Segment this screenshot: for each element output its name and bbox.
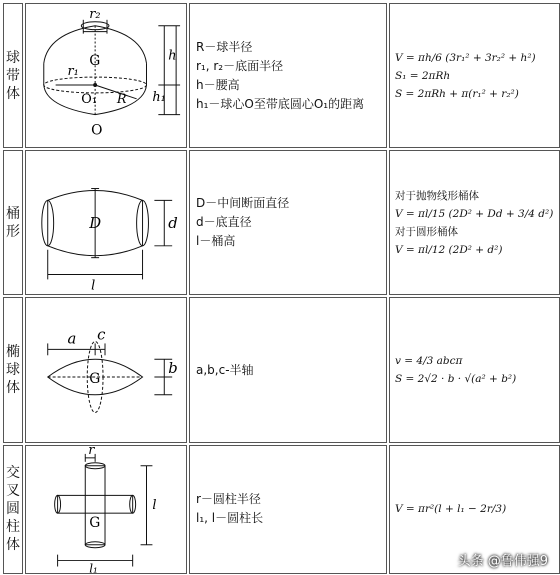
- label-r: r: [88, 445, 95, 458]
- symbol-line: D－中间断面直径: [196, 196, 290, 211]
- table-row-barrel: [3, 150, 560, 295]
- formula-line: v = 4/3 abcπ: [395, 355, 463, 367]
- label-a: a: [67, 330, 77, 348]
- formula-line: V = πl/15 (2D² + Dd + 3/4 d²): [395, 207, 554, 220]
- shape-name-cell: [3, 150, 23, 295]
- label-l1: l₁: [89, 561, 98, 574]
- label-D: D: [89, 215, 102, 233]
- label-d: d: [168, 215, 178, 233]
- label-r2: r₂: [89, 6, 101, 22]
- shape-name-cell: [3, 3, 23, 148]
- symbol-line: l－桶高: [196, 234, 236, 249]
- symbol-line: l₁, l－圆柱长: [196, 511, 264, 526]
- formula-cell: [389, 3, 560, 148]
- formula-line: V = πl/12 (2D² + d²): [395, 243, 503, 256]
- barrel-figure: [26, 151, 186, 294]
- formula-line: V = πh/6 (3r₁² + 3r₂² + h²): [395, 51, 536, 64]
- label-g: G: [89, 53, 101, 70]
- spherical-zone-figure: [26, 4, 186, 147]
- formula-note: 对于圆形桶体: [395, 225, 458, 238]
- label-h: h: [168, 48, 177, 64]
- symbol-line: r－圆柱半径: [196, 492, 261, 507]
- symbols-cell: [189, 150, 387, 295]
- shape-name-char: 球: [6, 49, 20, 66]
- table-row-ellipsoid: [3, 297, 560, 442]
- label-g: G: [89, 371, 101, 388]
- formula-line: S = 2πRh + π(r₁² + r₂²): [395, 87, 519, 100]
- table-row-spherical-zone: [3, 3, 560, 148]
- symbol-line: h－腰高: [196, 77, 240, 92]
- symbol-line: d－底直径: [196, 215, 252, 230]
- label-o: O: [91, 122, 103, 139]
- shape-name-char: 交: [6, 465, 20, 482]
- figure-cell: [25, 3, 187, 148]
- geometry-table-sheet: [1, 1, 558, 573]
- label-o1: O₁: [81, 91, 97, 107]
- symbol-line: R－球半径: [196, 39, 253, 54]
- formula-line: S = 2√2 · b · √(a² + b²): [395, 373, 517, 385]
- label-r: R: [116, 91, 127, 107]
- ellipsoid-figure: [26, 298, 186, 441]
- label-h1: h₁: [152, 89, 166, 105]
- shape-name-char: 体: [6, 537, 20, 554]
- figure-cell: [25, 297, 187, 442]
- shape-name-char: 圆: [6, 501, 20, 518]
- crossed-cylinders-figure: [26, 446, 186, 573]
- figure-cell: [25, 445, 187, 574]
- symbols-cell: [189, 445, 387, 574]
- formula-cell: [389, 297, 560, 442]
- shape-name-char: 柱: [6, 519, 20, 536]
- shape-name-char: 体: [6, 85, 20, 102]
- shape-name-char: 桶: [6, 205, 20, 222]
- shape-name-char: 体: [6, 380, 20, 396]
- shape-name-char: 形: [6, 223, 20, 240]
- shape-name-cell: [3, 445, 23, 574]
- label-g: G: [89, 514, 101, 531]
- formula-cell: [389, 150, 560, 295]
- figure-cell: [25, 150, 187, 295]
- formula-line: V = πr²(l + l₁ − 2r/3): [395, 503, 507, 516]
- shape-name-char: 叉: [6, 483, 20, 500]
- label-c: c: [97, 326, 106, 344]
- label-l: l: [91, 278, 96, 294]
- shape-name-char: 带: [6, 67, 20, 84]
- shape-name-char: 椭: [6, 344, 20, 360]
- symbol-line: h₁－球心O至带底圆心O₁的距离: [196, 96, 365, 111]
- formula-line: S₁ = 2πRh: [395, 69, 451, 82]
- label-r1: r₁: [67, 64, 79, 80]
- shape-name-char: 球: [6, 362, 20, 378]
- label-l: l: [152, 497, 157, 513]
- geometry-formula-table: [1, 1, 560, 575]
- symbol-line: r₁, r₂－底面半径: [196, 58, 284, 73]
- symbols-cell: [189, 297, 387, 442]
- shape-name-cell: [3, 297, 23, 442]
- watermark: 头条 @鲁伟强9: [457, 554, 548, 569]
- symbol-line: a,b,c-半轴: [196, 362, 254, 377]
- formula-note: 对于抛物线形桶体: [395, 189, 479, 202]
- symbols-cell: [189, 3, 387, 148]
- label-b: b: [168, 360, 178, 378]
